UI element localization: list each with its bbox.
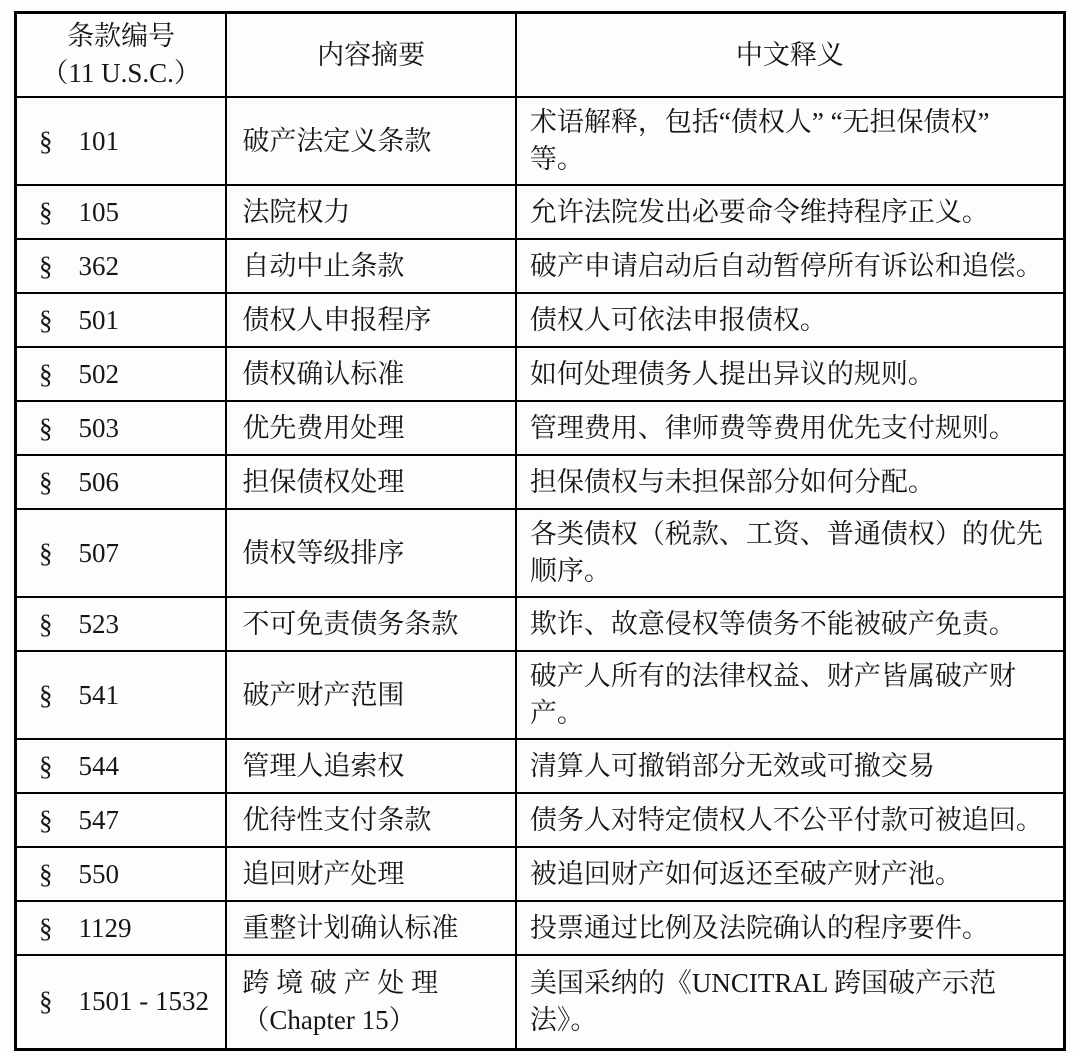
table-row bbox=[16, 955, 1065, 1049]
summary-cell: 担保债权处理 bbox=[226, 455, 516, 509]
section-number: 503 bbox=[78, 412, 119, 443]
explanation-cell: 如何处理债务人提出异议的规则。 bbox=[516, 347, 1065, 401]
section-number: 507 bbox=[78, 537, 119, 568]
section-cell bbox=[16, 847, 227, 901]
explanation-cell: 破产人所有的法律权益、财产皆属破产财 产。 bbox=[516, 651, 1065, 739]
section-cell bbox=[16, 455, 227, 509]
section-cell bbox=[16, 509, 227, 597]
explanation-cell: 被追回财产如何返还至破产财产池。 bbox=[516, 847, 1065, 901]
summary-cell: 不可免责债务条款 bbox=[226, 597, 516, 651]
table-body bbox=[16, 97, 1065, 1049]
summary-cell: 法院权力 bbox=[226, 185, 516, 239]
section-number: 501 bbox=[78, 304, 119, 335]
section-number: 101 bbox=[78, 125, 119, 156]
explanation-cell: 美国采纳的《UNCITRAL 跨国破产示范法》。 bbox=[516, 955, 1065, 1049]
summary-cell: 自动中止条款 bbox=[226, 239, 516, 293]
section-cell bbox=[16, 597, 227, 651]
table-header bbox=[16, 13, 1065, 98]
summary-cell: 破产法定义条款 bbox=[226, 97, 516, 185]
table-row bbox=[16, 509, 1065, 597]
section-symbol: § bbox=[39, 986, 53, 1017]
table-row bbox=[16, 293, 1065, 347]
summary-cell: 优先费用处理 bbox=[226, 401, 516, 455]
section-symbol: § bbox=[39, 537, 53, 568]
section-cell bbox=[16, 347, 227, 401]
section-number: 544 bbox=[78, 750, 119, 781]
section-symbol: § bbox=[39, 125, 53, 156]
section-symbol: § bbox=[39, 358, 53, 389]
section-symbol: § bbox=[39, 466, 53, 497]
explanation-cell: 债务人对特定债权人不公平付款可被追回。 bbox=[516, 793, 1065, 847]
section-number: 1129 bbox=[78, 912, 132, 943]
table-row bbox=[16, 739, 1065, 793]
summary-cell: 债权等级排序 bbox=[226, 509, 516, 597]
table-row bbox=[16, 97, 1065, 185]
table-row bbox=[16, 185, 1065, 239]
table-row bbox=[16, 347, 1065, 401]
explanation-cell: 术语解释，包括“债权人” “无担保债权” 等。 bbox=[516, 97, 1065, 185]
header-content-summary: 内容摘要 bbox=[226, 13, 516, 98]
summary-cell: 追回财产处理 bbox=[226, 847, 516, 901]
explanation-cell: 允许法院发出必要命令维持程序正义。 bbox=[516, 185, 1065, 239]
summary-cell: 债权确认标准 bbox=[226, 347, 516, 401]
section-number: 362 bbox=[78, 250, 119, 281]
section-cell bbox=[16, 739, 227, 793]
summary-cell: 跨 境 破 产 处 理 （Chapter 15） bbox=[226, 955, 516, 1049]
summary-cell: 优待性支付条款 bbox=[226, 793, 516, 847]
section-symbol: § bbox=[39, 250, 53, 281]
summary-cell: 破产财产范围 bbox=[226, 651, 516, 739]
section-cell bbox=[16, 293, 227, 347]
header-section-number: 条款编号 （11 U.S.C.） bbox=[16, 13, 227, 98]
table-row bbox=[16, 847, 1065, 901]
section-cell bbox=[16, 793, 227, 847]
section-number: 547 bbox=[78, 804, 119, 835]
section-number: 523 bbox=[78, 608, 119, 639]
header-row bbox=[16, 13, 1065, 98]
section-symbol: § bbox=[39, 304, 53, 335]
section-number: 502 bbox=[78, 358, 119, 389]
section-cell bbox=[16, 97, 227, 185]
section-symbol: § bbox=[39, 804, 53, 835]
section-number: 105 bbox=[78, 196, 119, 227]
table-row bbox=[16, 793, 1065, 847]
section-symbol: § bbox=[39, 412, 53, 443]
section-number: 541 bbox=[78, 679, 119, 710]
explanation-cell: 欺诈、故意侵权等债务不能被破产免责。 bbox=[516, 597, 1065, 651]
section-cell bbox=[16, 401, 227, 455]
summary-cell: 管理人追索权 bbox=[226, 739, 516, 793]
section-symbol: § bbox=[39, 858, 53, 889]
section-symbol: § bbox=[39, 679, 53, 710]
table-row bbox=[16, 401, 1065, 455]
table-row bbox=[16, 901, 1065, 955]
explanation-cell: 投票通过比例及法院确认的程序要件。 bbox=[516, 901, 1065, 955]
table-row bbox=[16, 597, 1065, 651]
table-row bbox=[16, 239, 1065, 293]
section-symbol: § bbox=[39, 196, 53, 227]
header-chinese-explanation: 中文释义 bbox=[516, 13, 1065, 98]
explanation-cell: 管理费用、律师费等费用优先支付规则。 bbox=[516, 401, 1065, 455]
section-cell bbox=[16, 955, 227, 1049]
explanation-cell: 破产申请启动后自动暂停所有诉讼和追偿。 bbox=[516, 239, 1065, 293]
summary-cell: 重整计划确认标准 bbox=[226, 901, 516, 955]
section-cell bbox=[16, 239, 227, 293]
section-cell bbox=[16, 651, 227, 739]
table-row bbox=[16, 455, 1065, 509]
section-cell bbox=[16, 901, 227, 955]
section-number: 506 bbox=[78, 466, 119, 497]
explanation-cell: 债权人可依法申报债权。 bbox=[516, 293, 1065, 347]
section-number: 550 bbox=[78, 858, 119, 889]
section-number: 1501 - 1532 bbox=[78, 986, 209, 1017]
explanation-cell: 担保债权与未担保部分如何分配。 bbox=[516, 455, 1065, 509]
section-symbol: § bbox=[39, 750, 53, 781]
summary-cell: 债权人申报程序 bbox=[226, 293, 516, 347]
usc-sections-table bbox=[14, 11, 1066, 1051]
section-symbol: § bbox=[39, 608, 53, 639]
explanation-cell: 清算人可撤销部分无效或可撤交易 bbox=[516, 739, 1065, 793]
section-cell bbox=[16, 185, 227, 239]
explanation-cell: 各类债权（税款、工资、普通债权）的优先 顺序。 bbox=[516, 509, 1065, 597]
table-row bbox=[16, 651, 1065, 739]
section-symbol: § bbox=[39, 912, 53, 943]
